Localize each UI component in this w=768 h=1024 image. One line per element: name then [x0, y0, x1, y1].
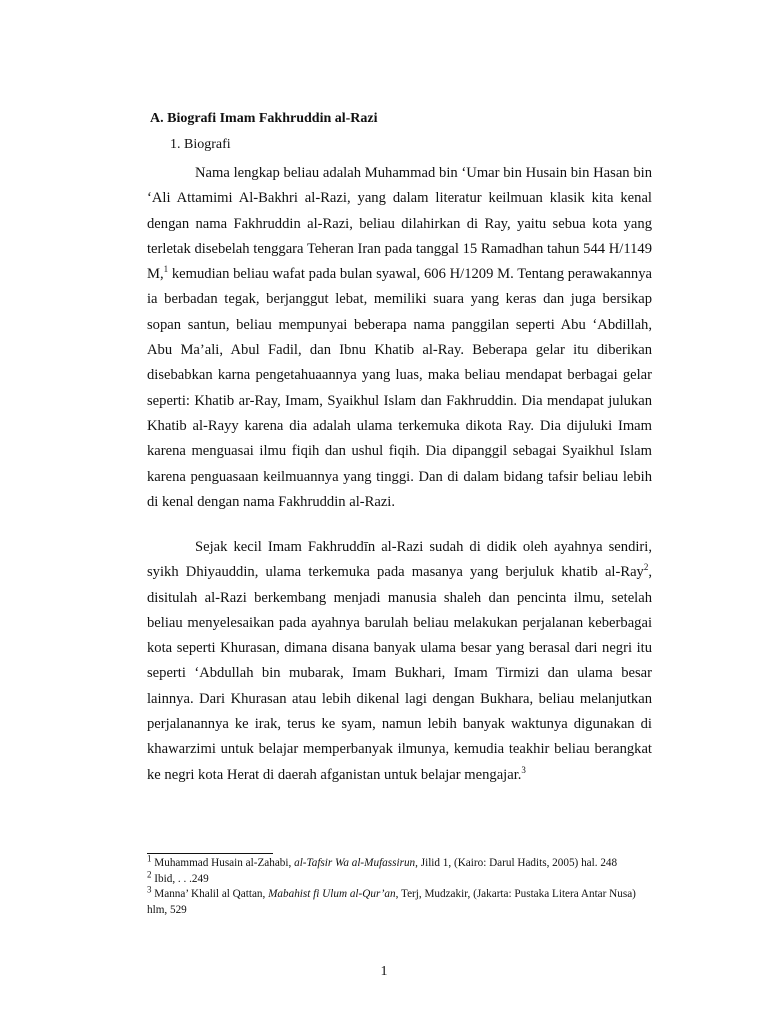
footnote-2	[147, 868, 652, 888]
footnote-ref-2: 2	[643, 562, 649, 573]
paragraph-1-text-a: Nama lengkap beliau adalah Muhammad bin ‘Umar bin Husain bin Hasan bin ‘Ali Attamimi Al-Bakhri al-Razi, yang dalam literatur keilmuan klasik kita kenal dengan nama Fakhruddin al-Razi, beliau dilahirkan di Ray, yaitu sebua kota yang terletak disebelah tenggara Teheran Iran pada tanggal 15 Ramadhan tahun 544 H/1149 M,	[147, 165, 652, 283]
footnote-3-text-a: Manna’ Khalil al Qattan,	[151, 888, 269, 901]
footnote-1-number: 1	[147, 853, 152, 864]
paragraph-2-text-b: , disitulah al-Razi berkembang menjadi manusia shaleh dan pencinta ilmu, setelah beliau menyelesaikan pada ayahnya barulah beliau melakukan perjalanan keberbagai kota seperti Khurasan, dimana disana banyak ulama besar yang berasal dari negri itu seperti ‘Abdullah bin mubarak, Imam Bukhari, Imam Tirmizi dan ulama besar lainnya. Dari Khurasan atau lebih dikenal lagi dengan Bukhara, beliau melanjutkan perjalanannya ke irak, terus ke syam, namun lebih banyak waktunya digunakan di khawarzimi untuk belajar memperbanyak ilmunya, kemudia teakhir beliau berangkat ke negri kota Herat di daerah afganistan untuk belajar mengajar.	[147, 564, 652, 783]
paragraph-2	[147, 535, 652, 788]
footnote-3-title: Mabahist fi Ulum al-Qur’an	[268, 888, 396, 901]
footnote-3	[147, 884, 652, 918]
footnote-1-title: al-Tafsir Wa al-Mufassirun	[294, 857, 416, 869]
footnote-3-number: 3	[147, 884, 152, 895]
paragraph-1	[147, 161, 652, 515]
page-number: 1	[380, 964, 388, 979]
footnote-2-text: Ibid, . . .249	[151, 872, 209, 885]
footnotes	[147, 853, 652, 918]
footnote-1-text-b: , Jilid 1, (Kairo: Darul Hadits, 2005) hal. 248	[415, 857, 618, 869]
paragraph-1-text-b: kemudian beliau wafat pada bulan syawal, 606 H/1209 M. Tentang perawakannya ia berbadan tegak, berjanggut lebat, memiliki suara yang keras dan juga bersikap sopan santun, beliau mempunyai beberapa nama panggilan seperti Abu ‘Abdillah, Abu Ma’ali, Abul Fadil, dan Ibnu Khatib al-Ray. Beberapa gelar itu diberikan disebabkan karna pengetahuaannya yang luas, maka beliau mendapat berbagai gelar seperti: Khatib ar-Ray, Imam, Syaikhul Islam dan Fakhruddin. Dia mendapat julukan Khatib al-Rayy karena dia adalah ulama terkemuka dikota Ray. Dia dijuluki Imam karena menguasai ilmu fiqih dan ushul fiqih. Dia dipanggil sebagai Syaikhul Islam karena penguasaan keilmuannya yang tinggi. Dan di dalam bidang tafsir beliau lebih di kenal dengan nama Fakhruddin al-Razi.	[147, 266, 652, 510]
footnote-ref-1: 1	[163, 264, 169, 275]
footnote-3-text-b: , Terj, Mudzakir, (Jakarta: Pustaka Litera Antar Nusa) hlm, 529	[147, 888, 636, 916]
footnote-ref-3: 3	[521, 764, 526, 775]
paragraph-2-text-a: Sejak kecil Imam Fakhruddīn al-Razi sudah di didik oleh ayahnya sendiri, syikh Dhiyauddin, ulama terkemuka pada masanya yang berjuluk khatib al-Ray	[147, 539, 652, 581]
footnote-1-text-a: Muhammad Husain al-Zahabi,	[151, 857, 295, 869]
footnote-separator	[147, 853, 273, 854]
section-heading: A. Biografi Imam Fakhruddin al-Razi	[150, 111, 378, 126]
footnote-2-number: 2	[147, 868, 152, 879]
footnote-1	[147, 853, 652, 872]
subsection-heading: 1. Biografi	[170, 137, 231, 152]
